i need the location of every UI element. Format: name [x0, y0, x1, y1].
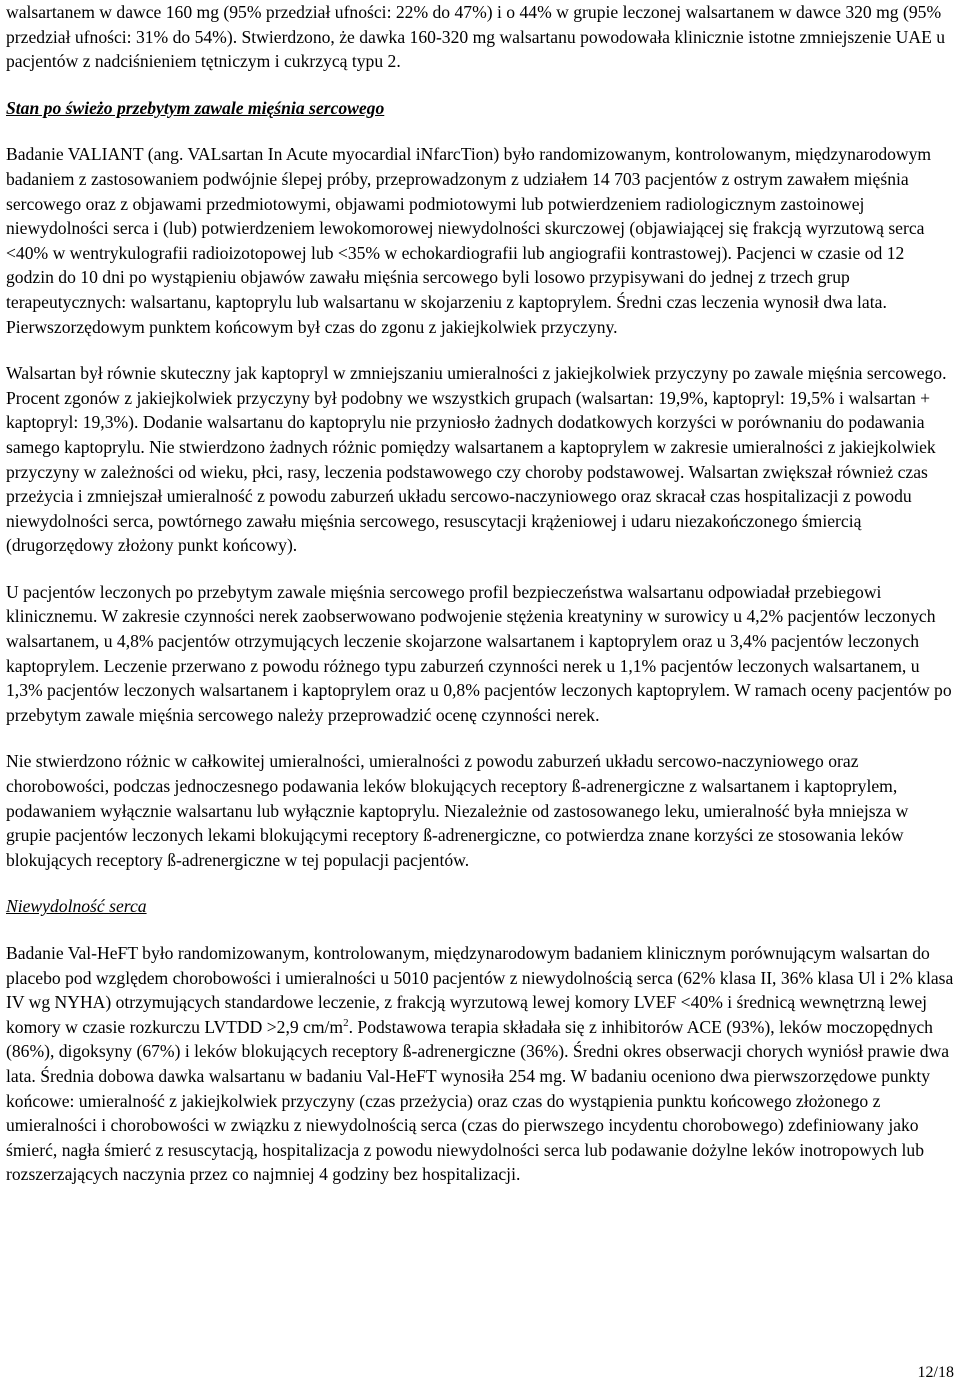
spacer	[6, 339, 954, 361]
paragraph-val-heft-text-a: Badanie Val-HeFT było randomizowanym, kontrolowanym, międzynarodowym badaniem klinicznym porównującym walsartan do placebo pod względem chorobowości i umieralności u 5010 pacjentów z niewydolnością serca (62% klasa II, 36% klasa Ul i 2% klasa IV wg NYHA) otrzymujących standardowe leczenie, z frakcją wyrzutową lewej komory LVEF <40% i średnicą wewnętrzną lewej komory w czasie rozkurczu LVTDD >2,9 cm/m	[6, 943, 954, 1037]
section-heading-myocardial-infarction: Stan po świeżo przebytym zawale mięśnia sercowego	[6, 97, 385, 118]
paragraph-val-heft-text-b: . Podstawowa terapia składała się z inhibitorów ACE (93%), leków moczopędnych (86%), digoksyny (67%) i leków blokujących receptory ß-adrenergiczne (36%). Średni okres obserwacji chorych wyniósł prawie dwa lata. Średnia dobowa dawka walsartanu w badaniu Val-HeFT wynosiła 254 mg. W badaniu oceniono dwa pierwszorzędowe punkty końcowe: umieralność z jakiejkolwiek przyczyny (czas przeżycia) oraz czas do wystąpienia punktu końcowego złożonego z umieralności i chorobowości w związku z niewydolnością serca (czas do pierwszego incydentu chorobowego) zdefiniowany jako śmierć, nagła śmierć z resuscytacją, hospitalizacja z powodu niewydolności serca lub podawanie dożylne leków inotropowych lub rozszerzających naczynia przez co najmniej 4 godziny bez hospitalizacji.	[6, 1016, 950, 1185]
spacer	[6, 120, 954, 142]
paragraph-beta-blockers: Nie stwierdzono różnic w całkowitej umieralności, umieralności z powodu zaburzeń układu sercowo-naczyniowego oraz chorobowości, podczas jednoczesnego podawania leków blokujących receptory ß-adrenergiczne z walsartanem i kaptoprylem, podawaniem wyłącznie walsartanu lub wyłącznie kaptoprylu. Niezależnie od zastosowanego leku, umieralność była mniejsza w grupie pacjentów leczonych lekami blokującymi receptory ß-adrenergiczne, co potwierdza znane korzyści ze stosowania leków blokujących receptory ß-adrenergiczne w tej populacji pacjentów.	[6, 751, 909, 870]
paragraph-valiant-results: Walsartan był równie skuteczny jak kaptopryl w zmniejszaniu umieralności z jakiejkolwiek przyczyny po zawale mięśnia sercowego. Procent zgonów z jakiejkolwiek przyczyny był podobny we wszystkich grupach (walsartan: 19,9%, kaptopryl: 19,5% i walsartan + kaptopryl: 19,3%). Dodanie walsartanu do kaptoprylu nie przyniosło żadnych dodatkowych korzyści w porównaniu do podawania samego kaptoprylu. Nie stwierdzono żadnych różnic pomiędzy walsartanem a kaptoprylem w zakresie umieralności z jakiejkolwiek przyczyny w zależności od wieku, płci, rasy, leczenia podstawowego czy choroby podstawowej. Walsartan zwiększał również czas przeżycia i zmniejszał umieralność z powodu zaburzeń układu sercowo-naczyniowego oraz skracał czas hospitalizacji z powodu niewydolności serca, powtórnego zawału mięśnia sercowego, resuscytacji krążeniowej i udaru niezakończonego śmiercią (drugorzędowy złożony punkt końcowy).	[6, 363, 947, 556]
paragraph-valiant-study: Badanie VALIANT (ang. VALsartan In Acute myocardial iNfarcTion) było randomizowanym, kontrolowanym, międzynarodowym badaniem z zastosowaniem podwójnie ślepej próby, przeprowadzonym z udziałem 14 703 pacjentów z ostrym zawałem mięśnia sercowego oraz z objawami przedmiotowymi, objawami podmiotowymi lub potwierdzeniem radiologicznym zastoinowej niewydolności serca i (lub) potwierdzeniem lewokomorowej niewydolności skurczowej (objawiającej się frakcją wyrzutową serca <40% w wentrykulografii radioizotopowej lub <35% w echokardiografii lub angiografii kontrastowej). Pacjenci w czasie od 12 godzin do 10 dni po wystąpieniu objawów zawału mięśnia sercowego byli losowo przypisywani do jednej z trzech grup terapeutycznych: walsartanu, kaptoprylu lub walsartanu w skojarzeniu z kaptoprylem. Średni czas leczenia wynosił dwa lata. Pierwszorzędowym punktem końcowym był czas do zgonu z jakiejkolwiek przyczyny.	[6, 144, 932, 337]
spacer	[6, 558, 954, 580]
paragraph-safety-profile: U pacjentów leczonych po przebytym zawale mięśnia sercowego profil bezpieczeństwa walsartanu odpowiadał przebiegowi klinicznemu. W zakresie czynności nerek zaobserwowano podwojenie stężenia kreatyniny w surowicy u 4,2% pacjentów leczonych walsartanem, u 4,8% pacjentów otrzymujących leczenie skojarzone walsartanem i kaptoprylem oraz u 3,4% pacjentów leczonych kaptoprylem. Leczenie przerwano z powodu różnego typu zaburzeń czynności nerek u 1,1% pacjentów leczonych walsartanem, u 1,3% pacjentów leczonych walsartanem i kaptoprylem oraz u 0,8% pacjentów leczonych kaptoprylem. W ramach oceny pacjentów po przebytym zawale mięśnia sercowego należy przeprowadzić ocenę czynności nerek.	[6, 581, 952, 725]
document-page	[6, 0, 954, 1187]
intro-paragraph: walsartanem w dawce 160 mg (95% przedział ufności: 22% do 47%) i o 44% w grupie leczonej walsartanem w dawce 320 mg (95% przedział ufności: 31% do 54%). Stwierdzono, że dawka 160-320 mg walsartanu powodowała klinicznie istotne zmniejszenie UAE u pacjentów z nadciśnieniem tętniczym i cukrzycą typu 2.	[6, 2, 946, 72]
superscript-exponent: 2	[343, 1016, 349, 1029]
section-heading-heart-failure: Niewydolność serca	[6, 896, 147, 917]
page-number: 12/18	[917, 1364, 954, 1381]
spacer	[6, 872, 954, 894]
spacer	[6, 727, 954, 749]
paragraph-val-heft-study	[6, 941, 954, 1187]
spacer	[6, 919, 954, 941]
spacer	[6, 74, 954, 96]
